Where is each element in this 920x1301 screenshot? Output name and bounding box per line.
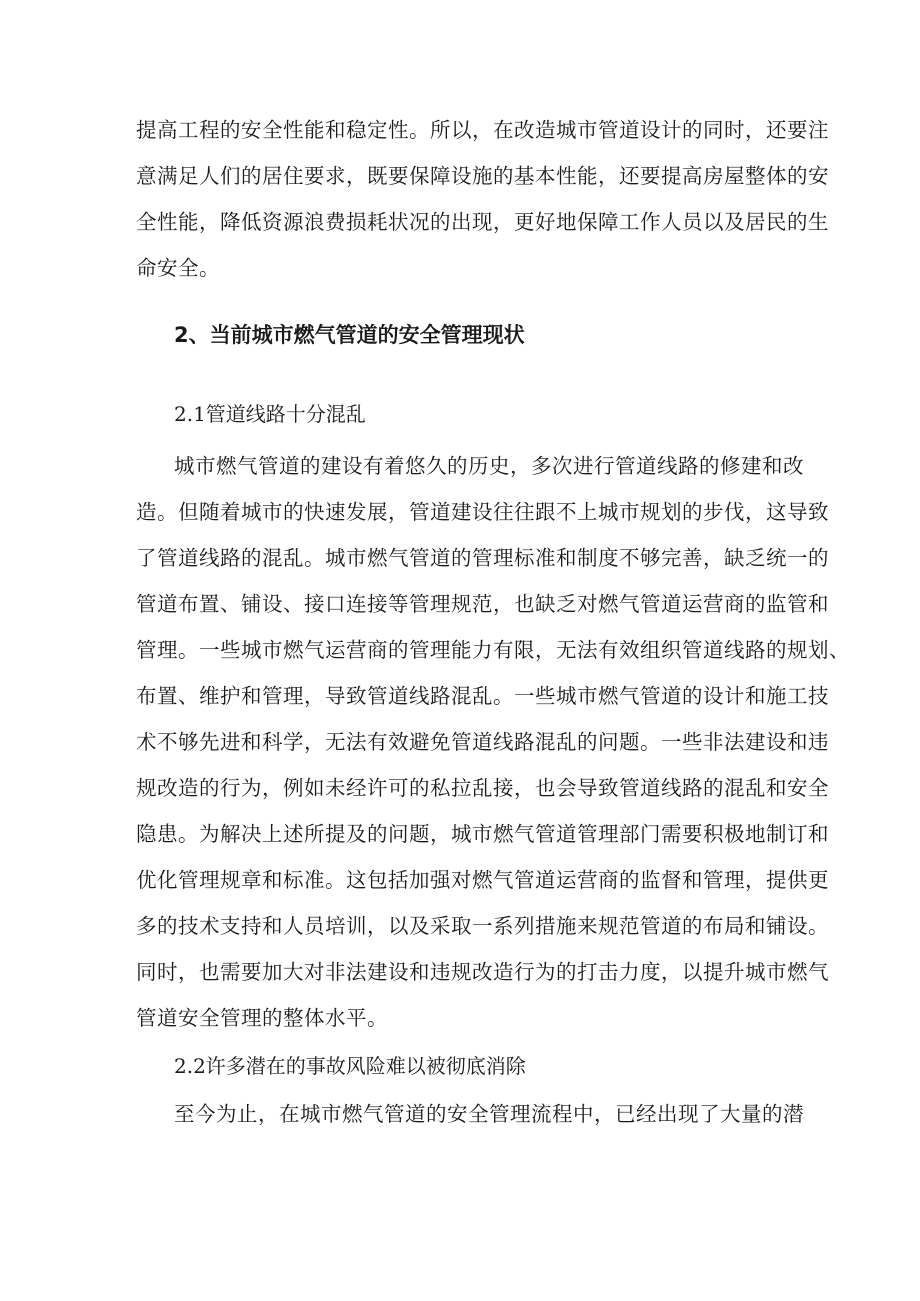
subsection-1-line-1: 城市燃气管道的建设有着悠久的历史，多次进行管道线路的修建和改 [174,454,804,478]
intro-line-1: 提高工程的安全性能和稳定性。所以，在改造城市管道设计的同时，还要注 [136,118,829,142]
subsection-2-title: 2.2许多潜在的事故风险难以被彻底消除 [174,1054,526,1078]
subsection-1-line-2: 造。但随着城市的快速发展，管道建设往往跟不上城市规划的步伐，这导致 [136,500,829,524]
subsection-1-line-8: 规改造的行为，例如未经许可的私拉乱接，也会导致管道线路的混乱和安全 [136,776,829,800]
subsection-1-line-7: 术不够先进和科学，无法有效避免管道线路混乱的问题。一些非法建设和违 [136,730,829,754]
subsection-1-line-5: 管理。一些城市燃气运营商的管理能力有限，无法有效组织管道线路的规划、 [136,638,850,662]
subsection-1-line-11: 多的技术支持和人员培训，以及采取一系列措施来规范管道的布局和铺设。 [136,914,829,938]
intro-line-3: 全性能，降低资源浪费损耗状况的出现，更好地保障工作人员以及居民的生 [136,210,829,234]
intro-line-2: 意满足人们的居住要求，既要保障设施的基本性能，还要提高房屋整体的安 [136,164,829,188]
subsection-1-line-13: 管道安全管理的整体水平。 [136,1006,388,1030]
subsection-1-line-9: 隐患。为解决上述所提及的问题，城市燃气管道管理部门需要积极地制订和 [136,822,829,846]
subsection-1-line-6: 布置、维护和管理，导致管道线路混乱。一些城市燃气管道的设计和施工技 [136,684,829,708]
subsection-1-title: 2.1管道线路十分混乱 [174,402,366,426]
subsection-2-line-1: 至今为止，在城市燃气管道的安全管理流程中，已经出现了大量的潜 [174,1102,804,1126]
subsection-1-line-3: 了管道线路的混乱。城市燃气管道的管理标准和制度不够完善，缺乏统一的 [136,546,829,570]
section-heading: 2、当前城市燃气管道的安全管理现状 [174,323,525,347]
subsection-1-line-12: 同时，也需要加大对非法建设和违规改造行为的打击力度，以提升城市燃气 [136,960,829,984]
intro-line-4: 命安全。 [136,256,220,280]
subsection-1-line-10: 优化管理规章和标准。这包括加强对燃气管道运营商的监督和管理，提供更 [136,868,829,892]
subsection-1-line-4: 管道布置、铺设、接口连接等管理规范，也缺乏对燃气管道运营商的监管和 [136,592,829,616]
